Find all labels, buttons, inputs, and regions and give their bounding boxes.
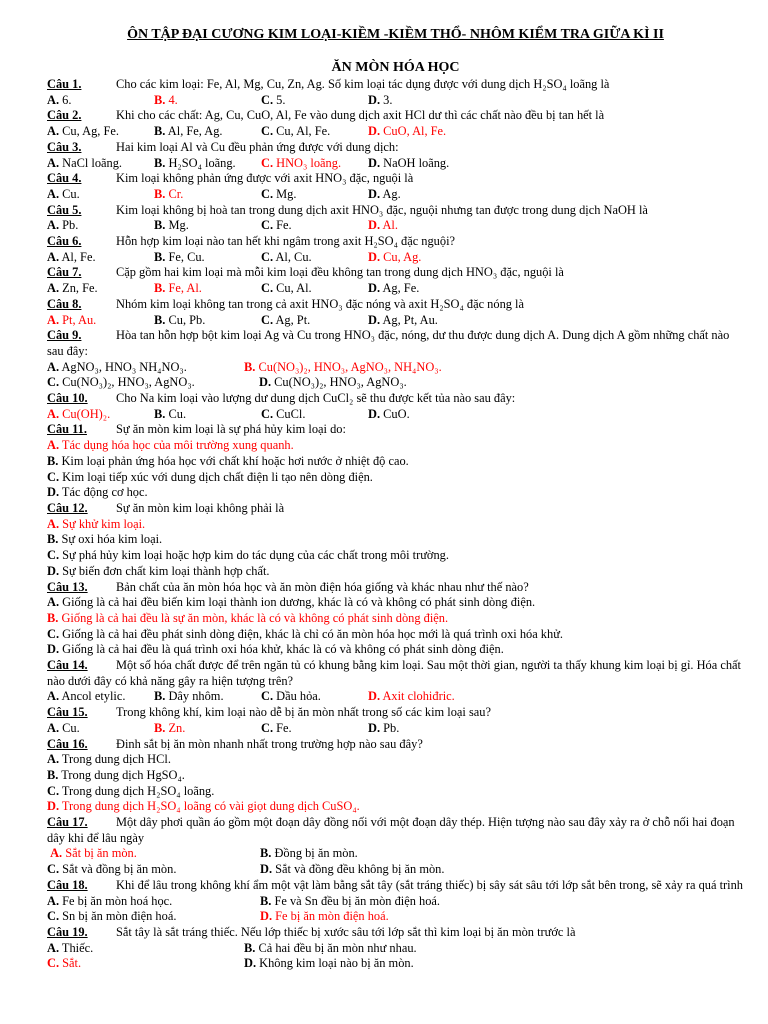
option-c: C. HNO₃ loãng. [261, 155, 342, 170]
option-d: D. Fe bị ăn mòn điện hoá. [260, 909, 389, 924]
option-c: C. Sn bị ăn mòn điện hoá. [47, 909, 177, 924]
option-d: D. Ag. [368, 186, 401, 201]
question-13 [47, 580, 744, 659]
option-d: D. Tác động cơ học. [47, 485, 148, 500]
option-d: D. CuO. [368, 406, 410, 421]
question-3 [47, 140, 744, 171]
option-d: D. Cu, Ag. [368, 249, 422, 264]
option-a: A. Cu. [47, 720, 80, 735]
option-b: B. Fe, Cu. [154, 249, 205, 264]
option-c: C. Al, Cu. [261, 249, 312, 264]
option-a: A. Al, Fe. [47, 249, 96, 264]
question-label: Câu 5. [47, 202, 82, 217]
option-c: C. Cu, Al. [261, 281, 312, 296]
option-d: D. Pb. [368, 720, 400, 735]
option-c: C. Sự phá hủy kim loại hoặc hợp kim do tác dụng của các chất trong môi trường. [47, 548, 449, 563]
option-d: D. Sự biến đơn chất kim loại thành hợp chất. [47, 563, 270, 578]
option-b: B. Đồng bị ăn mòn. [260, 846, 358, 861]
question-4 [47, 171, 744, 202]
option-b: B. Kim loại phản ứng hóa học với chất khí hoặc hơi nước ở nhiệt độ cao. [47, 453, 409, 468]
option-d: D. Axit clohiđric. [368, 689, 455, 704]
question-18 [47, 878, 744, 925]
option-b: B. Cả hai đều bị ăn mòn như nhau. [244, 940, 417, 955]
option-c: C. 5. [261, 92, 286, 107]
option-d: D. Ag, Fe. [368, 281, 420, 296]
question-text: Kim loại không phản ứng được với axit HNO₃ đặc, nguội là [116, 171, 414, 186]
question-text: Một dây phơi quần áo gồm một đoạn dây đồng nối với một đoạn dây thép. Hiện tượng nào sau đây xảy ra ở chỗ nối hai đoạn dây khi để lâu ngày [47, 815, 735, 845]
question-label: Câu 11. [47, 422, 87, 437]
question-17 [47, 815, 744, 878]
question-text: Trong không khí, kim loại nào dễ bị ăn mòn nhất trong số các kim loại sau? [116, 705, 491, 720]
question-label: Câu 15. [47, 705, 88, 720]
option-b: B. Giống là cả hai đều là sự ăn mòn, khác là có và không có phát sinh dòng điện. [47, 610, 449, 625]
option-b: B. Cu. [154, 406, 187, 421]
option-b: B. 4. [154, 92, 178, 107]
option-a: A. AgNO₃, HNO₃ NH₄NO₃. [47, 359, 187, 374]
question-5 [47, 203, 744, 234]
option-c: C. Dầu hỏa. [261, 689, 321, 704]
section-title: ĂN MÒN HÓA HỌC [331, 60, 460, 75]
question-text: Cho Na kim loại vào lượng dư dung dịch CuCl₂ sẽ thu được kết tủa nào sau đây: [116, 391, 516, 406]
question-label: Câu 9. [47, 328, 82, 343]
question-label: Câu 16. [47, 736, 88, 751]
question-label: Câu 1. [47, 77, 82, 91]
question-label: Câu 17. [47, 815, 88, 830]
option-d: D. 3. [368, 92, 393, 107]
option-a: A. Thiếc. [47, 940, 94, 955]
question-9 [47, 328, 744, 391]
option-d: D. Trong dung dịch H₂SO₄ loãng có vài giọt dung dịch CuSO₄. [47, 799, 360, 814]
question-label: Câu 3. [47, 139, 82, 154]
option-c: C. Sắt. [47, 956, 82, 971]
option-a: A. Trong dung dịch HCl. [47, 752, 171, 767]
option-a: A. Fe bị ăn mòn hoá học. [47, 893, 173, 908]
option-d: D. NaOH loãng. [368, 155, 450, 170]
question-label: Câu 13. [47, 579, 88, 594]
question-1 [47, 77, 744, 108]
option-a: A. Sự khử kim loại. [47, 516, 146, 531]
question-label: Câu 18. [47, 877, 88, 892]
option-a: A. Sắt bị ăn mòn. [50, 846, 137, 861]
question-6 [47, 234, 744, 265]
option-c: C. Kim loại tiếp xúc với dung dịch chất điện li tạo nên dòng điện. [47, 469, 373, 484]
option-b: B. Fe, Al. [154, 281, 202, 296]
document-title: ÔN TẬP ĐẠI CƯƠNG KIM LOẠI-KIỀM -KIỀM THỔ- NHÔM KIỂM TRA GIỮA KÌ II [127, 27, 664, 42]
question-label: Câu 14. [47, 658, 88, 673]
question-2 [47, 108, 744, 139]
question-label: Câu 6. [47, 234, 82, 249]
option-a: A. Cu, Ag, Fe. [47, 124, 119, 139]
question-text: Cho các kim loại: Fe, Al, Mg, Cu, Zn, Ag. Số kim loại tác dụng được với dung dịch H₂SO₄ loãng là [116, 77, 610, 91]
question-text: Nhóm kim loại không tan trong cả axit HNO₃ đặc nóng và axit H₂SO₄ đặc nóng là [116, 296, 525, 311]
option-b: B. Zn. [154, 720, 186, 735]
option-d: D. Ag, Pt, Au. [368, 312, 438, 327]
option-b: B. Trong dung dịch HgSO₄. [47, 767, 185, 782]
option-c: C. Trong dung dịch H₂SO₄ loãng. [47, 783, 215, 798]
question-label: Câu 10. [47, 391, 88, 406]
option-c: C. Mg. [261, 186, 297, 201]
question-text: Sắt tây là sắt tráng thiếc. Nếu lớp thiếc bị xước sâu tới lớp sắt thì kim loại bị ăn mòn trước là [116, 924, 576, 939]
question-11 [47, 422, 744, 501]
question-text: Khi để lâu trong không khí ẩm một vật làm bằng sắt tây (sắt tráng thiếc) bị sây sát sâu tới lớp sắt bên trong, sẽ xảy ra quá trình [116, 877, 743, 892]
option-d: D. Al. [368, 218, 398, 233]
question-14 [47, 658, 744, 705]
option-c: C. Fe. [261, 720, 292, 735]
question-text: Sự ăn mòn kim loại không phải là [116, 500, 285, 515]
option-a: A. Tác dụng hóa học của môi trường xung quanh. [47, 438, 294, 453]
question-19 [47, 925, 744, 972]
option-a: A. Ancol etylic. [47, 689, 126, 704]
option-b: B. Al, Fe, Ag. [154, 124, 223, 139]
option-a: A. Pt, Au. [47, 312, 97, 327]
question-text: Hỗn hợp kim loại nào tan hết khi ngâm trong axit H₂SO₄ đặc nguội? [116, 234, 456, 249]
option-c: C. Cu(NO₃)₂, HNO₃, AgNO₃. [47, 375, 195, 390]
question-label: Câu 19. [47, 924, 88, 939]
question-text: Kim loại không bị hoà tan trong dung dịch axit HNO₃ đặc, nguội nhưng tan được trong dung dịch NaOH là [116, 202, 648, 217]
question-15 [47, 705, 744, 736]
option-a: A. 6. [47, 92, 72, 107]
question-text: Một số hóa chất được để trên ngăn tủ có khung bằng kim loại. Sau một thời gian, người ta thấy khung kim loại bị gỉ. Hóa chất nào dưới đây có khả năng gây ra hiện tượng trên? [47, 658, 741, 688]
option-b: B. H₂SO₄ loãng. [154, 155, 236, 170]
option-b: B. Dây nhôm. [154, 689, 224, 704]
question-12 [47, 501, 744, 580]
option-b: B. Cr. [154, 186, 184, 201]
question-text: Cặp gồm hai kim loại mà mỗi kim loại đều không tan trong dung dịch HNO₃ đặc, nguội là [116, 265, 564, 280]
option-a: A. Giống là cả hai đều biến kim loại thành ion dương, khác là có và không có phát sinh dòng điện. [47, 595, 536, 610]
option-a: A. NaCl loãng. [47, 155, 123, 170]
option-c: C. CuCl. [261, 406, 306, 421]
option-b: B. Cu, Pb. [154, 312, 206, 327]
question-text: Hai kim loại Al và Cu đều phản ứng được với dung dịch: [116, 139, 399, 154]
option-c: C. Fe. [261, 218, 292, 233]
option-d: D. CuO, Al, Fe. [368, 124, 447, 139]
option-b: B. Sự oxi hóa kim loại. [47, 532, 163, 547]
option-d: D. Giống là cả hai đều là quá trình oxi hóa khử, khác là có và không có phát sinh dòng điện. [47, 642, 504, 657]
option-d: D. Cu(NO₃)₂, HNO₃, AgNO₃. [259, 375, 407, 390]
option-d: D. Sắt và đồng đều không bị ăn mòn. [260, 862, 445, 877]
option-a: A. Pb. [47, 218, 79, 233]
question-text: Bản chất của ăn mòn hóa học và ăn mòn điện hóa giống và khác nhau như thế nào? [116, 579, 529, 594]
option-b: B. Mg. [154, 218, 189, 233]
option-a: A. Zn, Fe. [47, 281, 98, 296]
question-text: Hòa tan hỗn hợp bột kim loại Ag và Cu trong HNO₃ đặc, nóng, dư thu được dung dịch A. Dung dịch A gồm những chất nào sau đây: [47, 328, 730, 358]
option-b: B. Fe và Sn đều bị ăn mòn điện hoá. [260, 893, 441, 908]
option-d: D. Không kim loại nào bị ăn mòn. [244, 956, 414, 971]
question-text: Khi cho các chất: Ag, Cu, CuO, Al, Fe vào dung dịch axit HCl dư thì các chất nào đều bị tan hết là [116, 108, 605, 123]
option-c: C. Cu, Al, Fe. [261, 124, 331, 139]
option-a: A. Cu(OH)₂. [47, 406, 111, 421]
option-b: B. Cu(NO₃)₂, HNO₃, AgNO₃, NH₄NO₃. [244, 359, 442, 374]
question-7 [47, 265, 744, 296]
question-label: Câu 7. [47, 265, 82, 280]
question-text: Sự ăn mòn kim loại là sự phá hủy kim loại do: [116, 422, 346, 437]
question-label: Câu 12. [47, 500, 88, 515]
question-label: Câu 8. [47, 296, 82, 311]
question-8 [47, 297, 744, 328]
option-a: A. Cu. [47, 186, 80, 201]
question-16 [47, 737, 744, 816]
question-text: Đinh sắt bị ăn mòn nhanh nhất trong trường hợp nào sau đây? [116, 736, 423, 751]
question-10 [47, 391, 744, 422]
option-c: C. Giống là cả hai đều phát sinh dòng điện, khác là chỉ có ăn mòn hóa học mới là quá trình oxi hóa khử. [47, 626, 564, 641]
option-c: C. Ag, Pt. [261, 312, 311, 327]
option-c: C. Sắt và đồng bị ăn mòn. [47, 862, 177, 877]
question-label: Câu 2. [47, 108, 82, 123]
question-label: Câu 4. [47, 171, 82, 186]
